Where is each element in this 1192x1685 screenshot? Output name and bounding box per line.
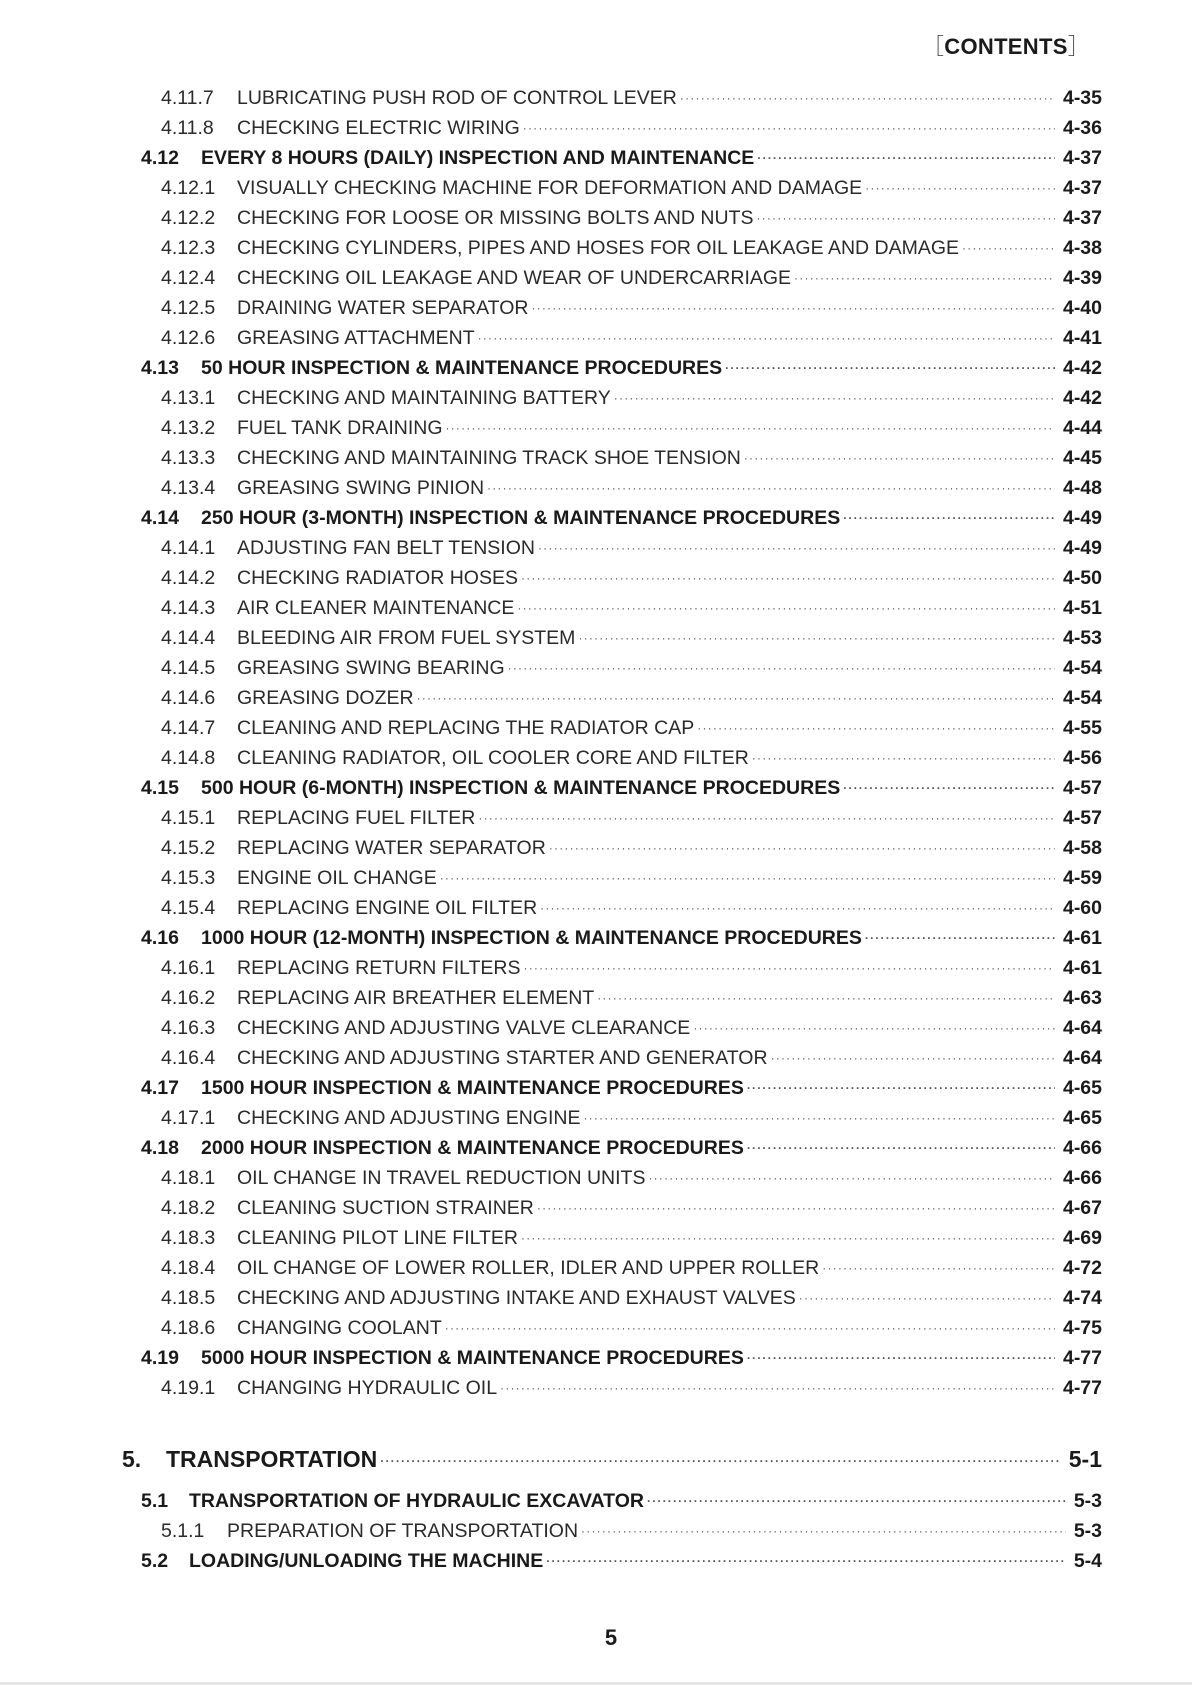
toc-entry-page: 4-63 [1062,987,1102,1009]
toc-entry-title: CLEANING RADIATOR, OIL COOLER CORE AND FILTER [237,747,749,769]
toc-entry-page: 4-77 [1062,1347,1102,1369]
toc-entry-number: 4.18.6 [161,1317,216,1339]
toc-entry-title: CHANGING HYDRAULIC OIL [237,1377,498,1399]
toc-entry-number: 4.11.8 [161,117,214,139]
toc-entry[interactable] [161,1253,1102,1283]
toc-entry-page: 4-37 [1062,147,1102,169]
toc-entry-title: GREASING SWING PINION [237,477,485,499]
toc-entry-page: 4-42 [1062,387,1102,409]
dot-leader [614,383,1055,413]
toc-entry-page: 4-54 [1062,657,1102,679]
toc-entry-title: CLEANING PILOT LINE FILTER [237,1227,519,1249]
dot-leader [794,263,1055,293]
toc-entry-number: 4.12.6 [161,327,216,349]
toc-entry-number: 4.11.7 [161,87,214,109]
dot-leader [744,443,1055,473]
toc-entry-title: AIR CLEANER MAINTENANCE [237,597,515,619]
dot-leader [747,1073,1055,1103]
toc-entry-number: 5. [122,1446,142,1472]
toc-entry-number: 4.12.5 [161,297,216,319]
toc-entry[interactable] [161,593,1102,623]
toc-entry-page: 4-60 [1062,897,1102,919]
toc-entry-title: 5000 HOUR INSPECTION & MAINTENANCE PROCEDURES [201,1347,744,1369]
toc-entry-page: 4-66 [1062,1137,1102,1159]
toc-entry[interactable] [161,743,1102,773]
dot-leader [693,1013,1055,1043]
toc-entry-title: CLEANING AND REPLACING THE RADIATOR CAP [237,717,695,739]
dot-leader [843,503,1055,533]
toc-entry-number: 4.16.4 [161,1047,216,1069]
toc-entry-page: 4-74 [1062,1287,1102,1309]
toc-entry-page: 4-50 [1062,567,1102,589]
toc-entry-page: 4-75 [1062,1317,1102,1339]
toc-entry[interactable] [161,173,1102,203]
toc-entry-number: 4.18.1 [161,1167,216,1189]
toc-entry-number: 4.12.1 [161,177,216,199]
toc-entry-title: TRANSPORTATION OF HYDRAULIC EXCAVATOR [189,1490,644,1512]
toc-entry-page: 4-64 [1062,1047,1102,1069]
toc-entry[interactable] [141,923,1102,953]
toc-entry[interactable] [141,773,1102,803]
toc-entry[interactable] [161,623,1102,653]
toc-entry-title: LOADING/UNLOADING THE MACHINE [189,1550,544,1572]
dot-leader [581,1516,1066,1546]
toc-entry[interactable] [161,413,1102,443]
header-title: CONTENTS [944,34,1068,59]
toc-entry-number: 4.14.7 [161,717,216,739]
toc-entry-page: 4-36 [1062,117,1102,139]
dot-leader [757,143,1055,173]
toc-entry[interactable] [161,233,1102,263]
toc-entry-page: 4-57 [1062,777,1102,799]
toc-entry-page: 4-65 [1062,1077,1102,1099]
toc-entry-title: CHECKING CYLINDERS, PIPES AND HOSES FOR OIL LEAKAGE AND DAMAGE [237,237,960,259]
dot-leader [822,1253,1055,1283]
toc-entry-title: CHECKING AND MAINTAINING TRACK SHOE TENSION [237,447,741,469]
dot-leader [843,773,1055,803]
toc-entry-title: CHECKING AND ADJUSTING INTAKE AND EXHAUST VALVES [237,1287,796,1309]
toc-entry[interactable] [161,803,1102,833]
toc-entry[interactable] [141,1133,1102,1163]
toc-entry-title: REPLACING WATER SEPARATOR [237,837,546,859]
toc-entry-page: 4-55 [1062,717,1102,739]
toc-entry-number: 4.17.1 [161,1107,216,1129]
toc-entry-title: 500 HOUR (6-MONTH) INSPECTION & MAINTENANCE PROCEDURES [201,777,841,799]
dot-leader [799,1283,1055,1313]
toc-entry-title: CHECKING AND ADJUSTING VALVE CLEARANCE [237,1017,691,1039]
toc-entry-page: 4-59 [1062,867,1102,889]
toc-entry-page: 4-77 [1062,1377,1102,1399]
toc-entry[interactable] [161,953,1102,983]
toc-entry-number: 4.15.4 [161,897,216,919]
toc-entry[interactable] [161,1313,1102,1343]
dot-leader [647,1486,1066,1516]
toc-entry-number: 4.14.3 [161,597,216,619]
dot-leader [756,203,1055,233]
toc-entry-title: CHECKING OIL LEAKAGE AND WEAR OF UNDERCARRIAGE [237,267,792,289]
toc-entry-page: 4-54 [1062,687,1102,709]
dot-leader [538,533,1055,563]
toc-entry[interactable] [161,1103,1102,1133]
toc-entry-page: 4-35 [1062,87,1102,109]
toc-entry-title: PREPARATION OF TRANSPORTATION [227,1520,579,1542]
dot-leader [697,713,1055,743]
toc-entry-title: 250 HOUR (3-MONTH) INSPECTION & MAINTENANCE PROCEDURES [201,507,841,529]
toc-entry[interactable] [141,1073,1102,1103]
dot-leader [531,293,1055,323]
toc-entry-page: 4-56 [1062,747,1102,769]
left-bracket: ［ [921,34,945,59]
toc-entry[interactable] [161,1223,1102,1253]
toc-entry-title: REPLACING ENGINE OIL FILTER [237,897,538,919]
dot-leader [583,1103,1055,1133]
toc-entry-number: 4.12 [141,147,179,169]
toc-entry[interactable] [161,1373,1102,1403]
dot-leader [648,1163,1054,1193]
toc-entry-page: 4-38 [1062,237,1102,259]
toc-entry-page: 4-61 [1062,957,1102,979]
toc-entry-page: 5-4 [1073,1550,1102,1572]
dot-leader [446,413,1055,443]
dot-leader [478,803,1055,833]
dot-leader [752,743,1055,773]
toc-entry-number: 4.12.2 [161,207,216,229]
toc-entry-title: VISUALLY CHECKING MACHINE FOR DEFORMATION AND DAMAGE [237,177,863,199]
toc-entry[interactable] [161,1163,1102,1193]
toc-entry-page: 5-3 [1073,1490,1102,1512]
toc-entry-page: 4-45 [1062,447,1102,469]
dot-leader [865,923,1055,953]
toc-entry[interactable] [161,1516,1102,1546]
toc-entry-number: 4.15.2 [161,837,216,859]
toc-entry-page: 4-37 [1062,207,1102,229]
toc-entry[interactable] [161,833,1102,863]
toc-entry[interactable] [161,653,1102,683]
dot-leader [597,983,1055,1013]
dot-leader [865,173,1055,203]
toc-entry-title: ADJUSTING FAN BELT TENSION [237,537,535,559]
dot-leader [500,1373,1055,1403]
toc-entry[interactable] [161,203,1102,233]
toc-entry[interactable] [161,113,1102,143]
toc-entry-title: CHECKING AND ADJUSTING STARTER AND GENERATOR [237,1047,768,1069]
toc-entry-page: 4-49 [1062,507,1102,529]
toc-entry[interactable] [161,263,1102,293]
toc-entry-title: CHECKING RADIATOR HOSES [237,567,518,589]
toc-entry-title: CLEANING SUCTION STRAINER [237,1197,534,1219]
dot-leader [487,473,1055,503]
toc-entry-number: 4.12.4 [161,267,216,289]
dot-leader [578,623,1055,653]
toc-entry[interactable] [161,443,1102,473]
toc-entry-page: 4-37 [1062,177,1102,199]
toc-entry-number: 4.13 [141,357,179,379]
page-header [922,30,1090,61]
toc-entry[interactable] [161,683,1102,713]
toc-entry[interactable] [161,713,1102,743]
toc-entry-title: ENGINE OIL CHANGE [237,867,437,889]
toc-entry[interactable] [161,1043,1102,1073]
toc-entry-number: 4.14.1 [161,537,216,559]
toc-entry[interactable] [161,293,1102,323]
toc-entry-page: 4-69 [1062,1227,1102,1249]
dot-leader [680,83,1055,113]
toc-entry[interactable] [161,893,1102,923]
toc-entry-number: 4.13.4 [161,477,216,499]
toc-entry-page: 4-49 [1062,537,1102,559]
toc-entry-title: FUEL TANK DRAINING [237,417,443,439]
toc-entry-page: 4-57 [1062,807,1102,829]
toc-entry-title: GREASING SWING BEARING [237,657,505,679]
toc-entry-page: 4-40 [1062,297,1102,319]
toc-entry-title: GREASING DOZER [237,687,414,709]
dot-leader [549,833,1055,863]
toc-entry-title: EVERY 8 HOURS (DAILY) INSPECTION AND MAINTENANCE [201,147,755,169]
toc-entry-number: 4.15.3 [161,867,216,889]
toc-entry-number: 4.18.2 [161,1197,216,1219]
toc-entry-number: 4.19 [141,1347,179,1369]
dot-leader [524,953,1055,983]
toc-entry-title: 2000 HOUR INSPECTION & MAINTENANCE PROCEDURES [201,1137,744,1159]
dot-leader [417,683,1055,713]
dot-leader [546,1546,1066,1576]
toc-entry-number: 4.16.2 [161,987,216,1009]
toc-entry-title: REPLACING AIR BREATHER ELEMENT [237,987,595,1009]
toc-entry[interactable] [122,1441,1102,1477]
toc-entry-number: 4.12.3 [161,237,216,259]
toc-entry[interactable] [161,323,1102,353]
toc-entry-number: 4.18 [141,1137,179,1159]
toc-entry-number: 4.14 [141,507,179,529]
dot-leader [747,1343,1055,1373]
toc-entry[interactable] [161,383,1102,413]
dot-leader [508,653,1055,683]
toc-entry-page: 4-42 [1062,357,1102,379]
toc-entry-number: 4.16.1 [161,957,216,979]
dot-leader [725,353,1055,383]
toc-entry[interactable] [161,1193,1102,1223]
toc-entry[interactable] [141,503,1102,533]
toc-entry-page: 4-41 [1062,327,1102,349]
toc-entry-number: 4.14.2 [161,567,216,589]
dot-leader [540,893,1055,923]
toc-entry-page: 4-65 [1062,1107,1102,1129]
toc-entry-page: 4-48 [1062,477,1102,499]
toc-entry[interactable] [141,143,1102,173]
toc-entry-title: REPLACING RETURN FILTERS [237,957,521,979]
toc-entry-page: 4-72 [1062,1257,1102,1279]
toc-entry-page: 5-1 [1068,1446,1102,1472]
toc-entry-title: LUBRICATING PUSH ROD OF CONTROL LEVER [237,87,677,109]
dot-leader [537,1193,1055,1223]
dot-leader [962,233,1055,263]
toc-entry-number: 4.16.3 [161,1017,216,1039]
dot-leader [517,593,1055,623]
toc-entry[interactable] [161,533,1102,563]
toc-entry-number: 4.15 [141,777,179,799]
toc-entry[interactable] [141,353,1102,383]
toc-entry-page: 4-61 [1062,927,1102,949]
toc-entry-title: CHECKING ELECTRIC WIRING [237,117,520,139]
toc-entry[interactable] [161,1283,1102,1313]
dot-leader [478,323,1055,353]
page-number: 5 [604,1625,618,1650]
dot-leader [523,113,1055,143]
toc-entry-number: 4.17 [141,1077,179,1099]
toc-entry-title: OIL CHANGE OF LOWER ROLLER, IDLER AND UPPER ROLLER [237,1257,820,1279]
dot-leader [440,863,1055,893]
toc-entry-number: 4.13.1 [161,387,216,409]
toc-entry-title: TRANSPORTATION [166,1446,378,1472]
toc-entry-title: 50 HOUR INSPECTION & MAINTENANCE PROCEDURES [201,357,723,379]
toc-entry-title: CHECKING FOR LOOSE OR MISSING BOLTS AND NUTS [237,207,754,229]
toc-entry-number: 4.18.3 [161,1227,216,1249]
toc-entry[interactable] [161,1013,1102,1043]
toc-entry-number: 4.19.1 [161,1377,216,1399]
dot-leader [747,1133,1055,1163]
toc-entry-number: 4.14.5 [161,657,216,679]
toc-entry-page: 5-3 [1073,1520,1102,1542]
toc-entry-number: 5.1 [141,1490,169,1512]
dot-leader [380,1443,1061,1479]
dot-leader [445,1313,1055,1343]
toc-entry-number: 4.15.1 [161,807,216,829]
toc-entry[interactable] [161,83,1102,113]
toc-entry-number: 4.18.5 [161,1287,216,1309]
toc-entry-page: 4-44 [1062,417,1102,439]
toc-entry-page: 4-58 [1062,837,1102,859]
toc-entry-number: 4.16 [141,927,179,949]
toc-entry-number: 5.1.1 [161,1520,205,1542]
toc-entry-title: 1000 HOUR (12-MONTH) INSPECTION & MAINTENANCE PROCEDURES [201,927,862,949]
toc-entry-page: 4-39 [1062,267,1102,289]
dot-leader [771,1043,1055,1073]
toc-entry[interactable] [161,563,1102,593]
toc-entry-number: 4.14.6 [161,687,216,709]
toc-entry-page: 4-51 [1062,597,1102,619]
toc-entry[interactable] [141,1486,1102,1516]
toc-entry[interactable] [141,1546,1102,1576]
toc-entry-number: 4.13.3 [161,447,216,469]
toc-entry-number: 4.13.2 [161,417,216,439]
toc-entry-title: CHANGING COOLANT [237,1317,442,1339]
toc-entry-title: GREASING ATTACHMENT [237,327,475,349]
toc-entry-title: CHECKING AND MAINTAINING BATTERY [237,387,611,409]
right-bracket: ］ [1067,34,1090,59]
dot-leader [521,1223,1055,1253]
toc-entry-title: OIL CHANGE IN TRAVEL REDUCTION UNITS [237,1167,646,1189]
toc-entry-page: 4-67 [1062,1197,1102,1219]
toc-entry-title: BLEEDING AIR FROM FUEL SYSTEM [237,627,576,649]
toc-entry-number: 4.18.4 [161,1257,216,1279]
toc-entry[interactable] [141,1343,1102,1373]
toc-entry[interactable] [161,983,1102,1013]
toc-entry-page: 4-66 [1062,1167,1102,1189]
toc-entry[interactable] [161,863,1102,893]
toc-entry-title: CHECKING AND ADJUSTING ENGINE [237,1107,581,1129]
toc-entry-number: 5.2 [141,1550,169,1572]
dot-leader [521,563,1055,593]
toc-entry[interactable] [161,473,1102,503]
toc-entry-title: DRAINING WATER SEPARATOR [237,297,529,319]
toc-entry-title: REPLACING FUEL FILTER [237,807,476,829]
toc-entry-page: 4-64 [1062,1017,1102,1039]
toc-entry-page: 4-53 [1062,627,1102,649]
toc-entry-number: 4.14.8 [161,747,216,769]
toc-entry-title: 1500 HOUR INSPECTION & MAINTENANCE PROCEDURES [201,1077,744,1099]
toc-entry-number: 4.14.4 [161,627,216,649]
